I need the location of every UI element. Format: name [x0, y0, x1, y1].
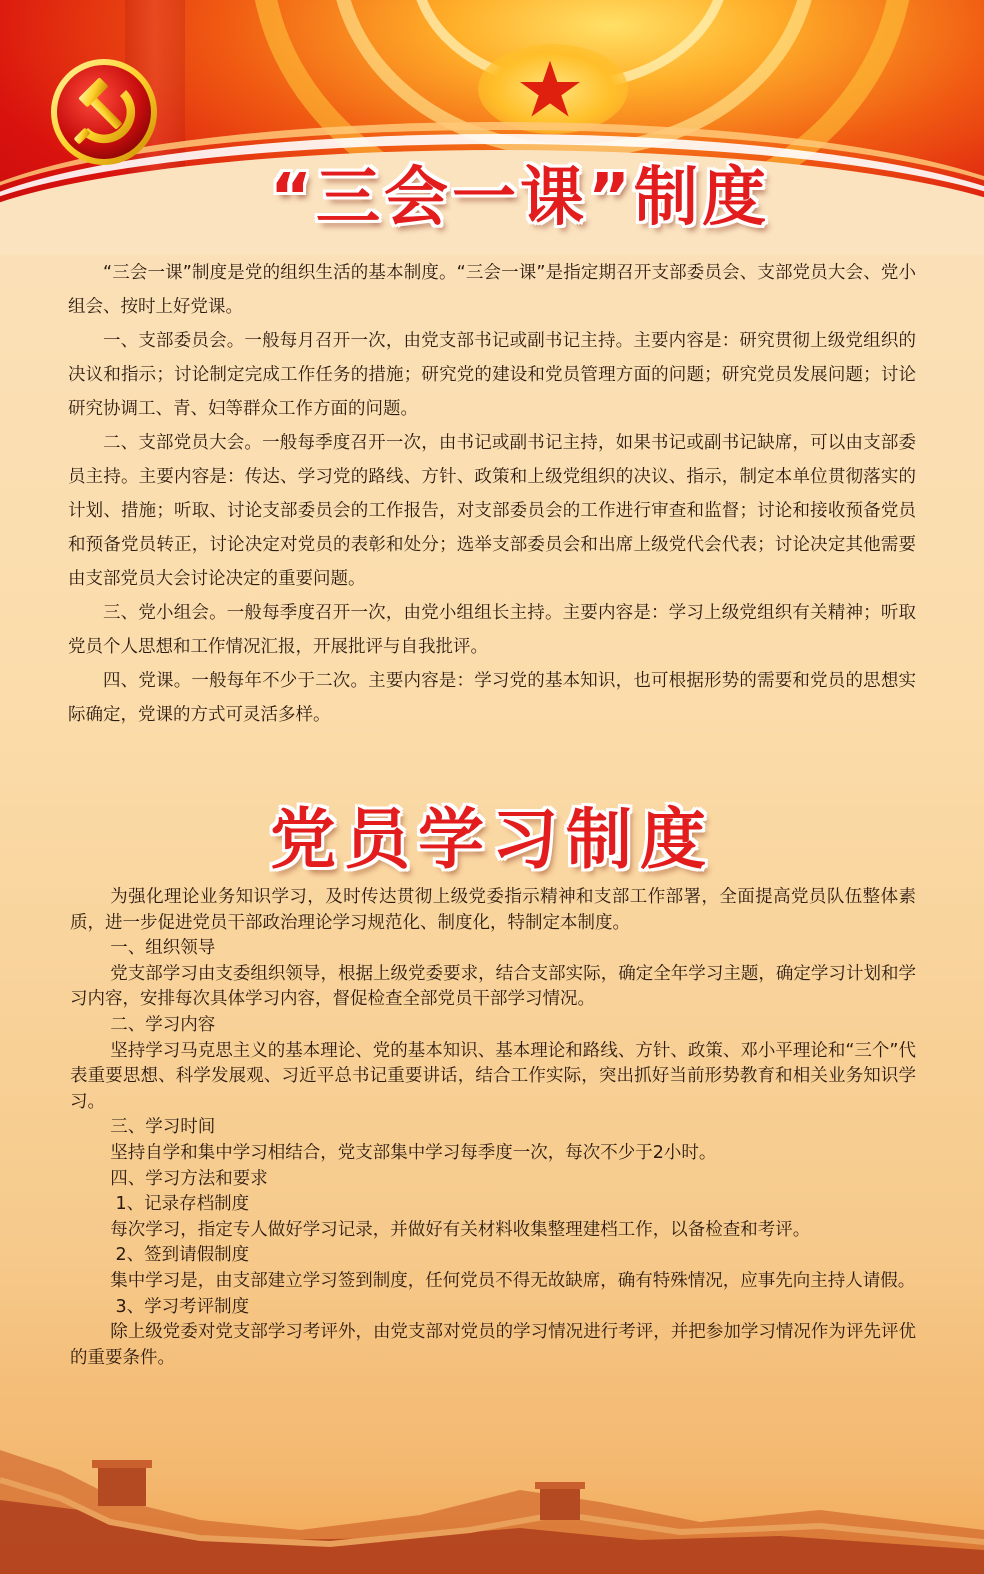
paragraph: 坚持学习马克思主义的基本理论、党的基本知识、基本理论和路线、方针、政策、邓小平理论和“三个”代表重要思想、科学发展观、习近平总书记重要讲话，结合工作实际，突出抓好当前形势教育和相关业务知识学习。: [70, 1040, 916, 1112]
study-system-section: [70, 885, 916, 1371]
section-heading: 二、学习内容: [110, 1014, 216, 1035]
paragraph: 二、支部党员大会。一般每季度召开一次，由书记或副书记主持，如果书记或副书记缺席，可以由支部委员主持。主要内容是：传达、学习党的路线、方针、政策和上级党组织的决议、指示，制定本单位贯彻落实的计划、措施；听取、讨论支部委员会的工作报告，对支部委员会的工作进行审查和监督；讨论和接收预备党员和预备党员转正，讨论决定对党员的表彰和处分；选举支部委员会和出席上级党代会代表；讨论决定其他需要由支部党员大会讨论决定的重要问题。: [68, 433, 916, 589]
paragraph: 除上级党委对党支部学习考评外，由党支部对党员的学习情况进行考评，并把参加学习情况作为评先评优的重要条件。: [70, 1322, 916, 1368]
red-star-icon: [515, 58, 585, 118]
paragraph: 每次学习，指定专人做好学习记录，并做好有关材料收集整理建档工作，以备检查和考评。: [110, 1219, 811, 1240]
paragraph: 党支部学习由支委组织领导，根据上级党委要求，结合支部实际，确定全年学习主题，确定学习计划和学习内容，安排每次具体学习内容，督促检查全部党员干部学习情况。: [70, 963, 916, 1010]
page-title: “三会一课”制度: [269, 161, 771, 235]
paragraph: 四、党课。一般每年不少于二次。主要内容是：学习党的基本知识，也可根据形势的需要和党员的思想实际确定，党课的方式可灵活多样。: [68, 671, 916, 725]
subsection-heading: 1、记录存档制度: [115, 1194, 250, 1215]
section-heading: 一、组织领导: [110, 938, 216, 959]
party-emblem-icon: [48, 56, 160, 168]
paragraph: “三会一课”制度是党的组织生活的基本制度。“三会一课”是指定期召开支部委员会、支部党员大会、党小组会、按时上好党课。: [68, 263, 916, 317]
paragraph: 坚持自学和集中学习相结合，党支部集中学习每季度一次，每次不少于2小时。: [110, 1142, 717, 1163]
subsection-heading: 2、签到请假制度: [115, 1245, 250, 1266]
section-heading: 四、学习方法和要求: [110, 1168, 268, 1189]
section-heading: 三、学习时间: [110, 1117, 216, 1138]
great-wall-icon: [0, 1410, 984, 1574]
subsection-heading: 3、学习考评制度: [115, 1296, 250, 1317]
three-meetings-section: [68, 256, 916, 732]
footer-decoration: [0, 1410, 984, 1574]
paragraph: 为强化理论业务知识学习，及时传达贯彻上级党委指示精神和支部工作部署，全面提高党员队伍整体素质，进一步促进党员干部政治理论学习规范化、制度化，特制定本制度。: [70, 887, 916, 933]
paragraph: 集中学习是，由支部建立学习签到制度，任何党员不得无故缺席，确有特殊情况，应事先向主持人请假。: [110, 1270, 916, 1291]
section-title: 党员学习制度: [270, 801, 714, 878]
paragraph: 一、支部委员会。一般每月召开一次，由党支部书记或副书记主持。主要内容是：研究贯彻上级党组织的决议和指示；讨论制定完成工作任务的措施；研究党的建设和党员管理方面的问题；研究党员发展问题；讨论研究协调工、青、妇等群众工作方面的问题。: [68, 331, 916, 419]
header-banner: [0, 0, 984, 255]
paragraph: 三、党小组会。一般每季度召开一次，由党小组组长主持。主要内容是：学习上级党组织有关精神；听取党员个人思想和工作情况汇报，开展批评与自我批评。: [68, 603, 916, 657]
